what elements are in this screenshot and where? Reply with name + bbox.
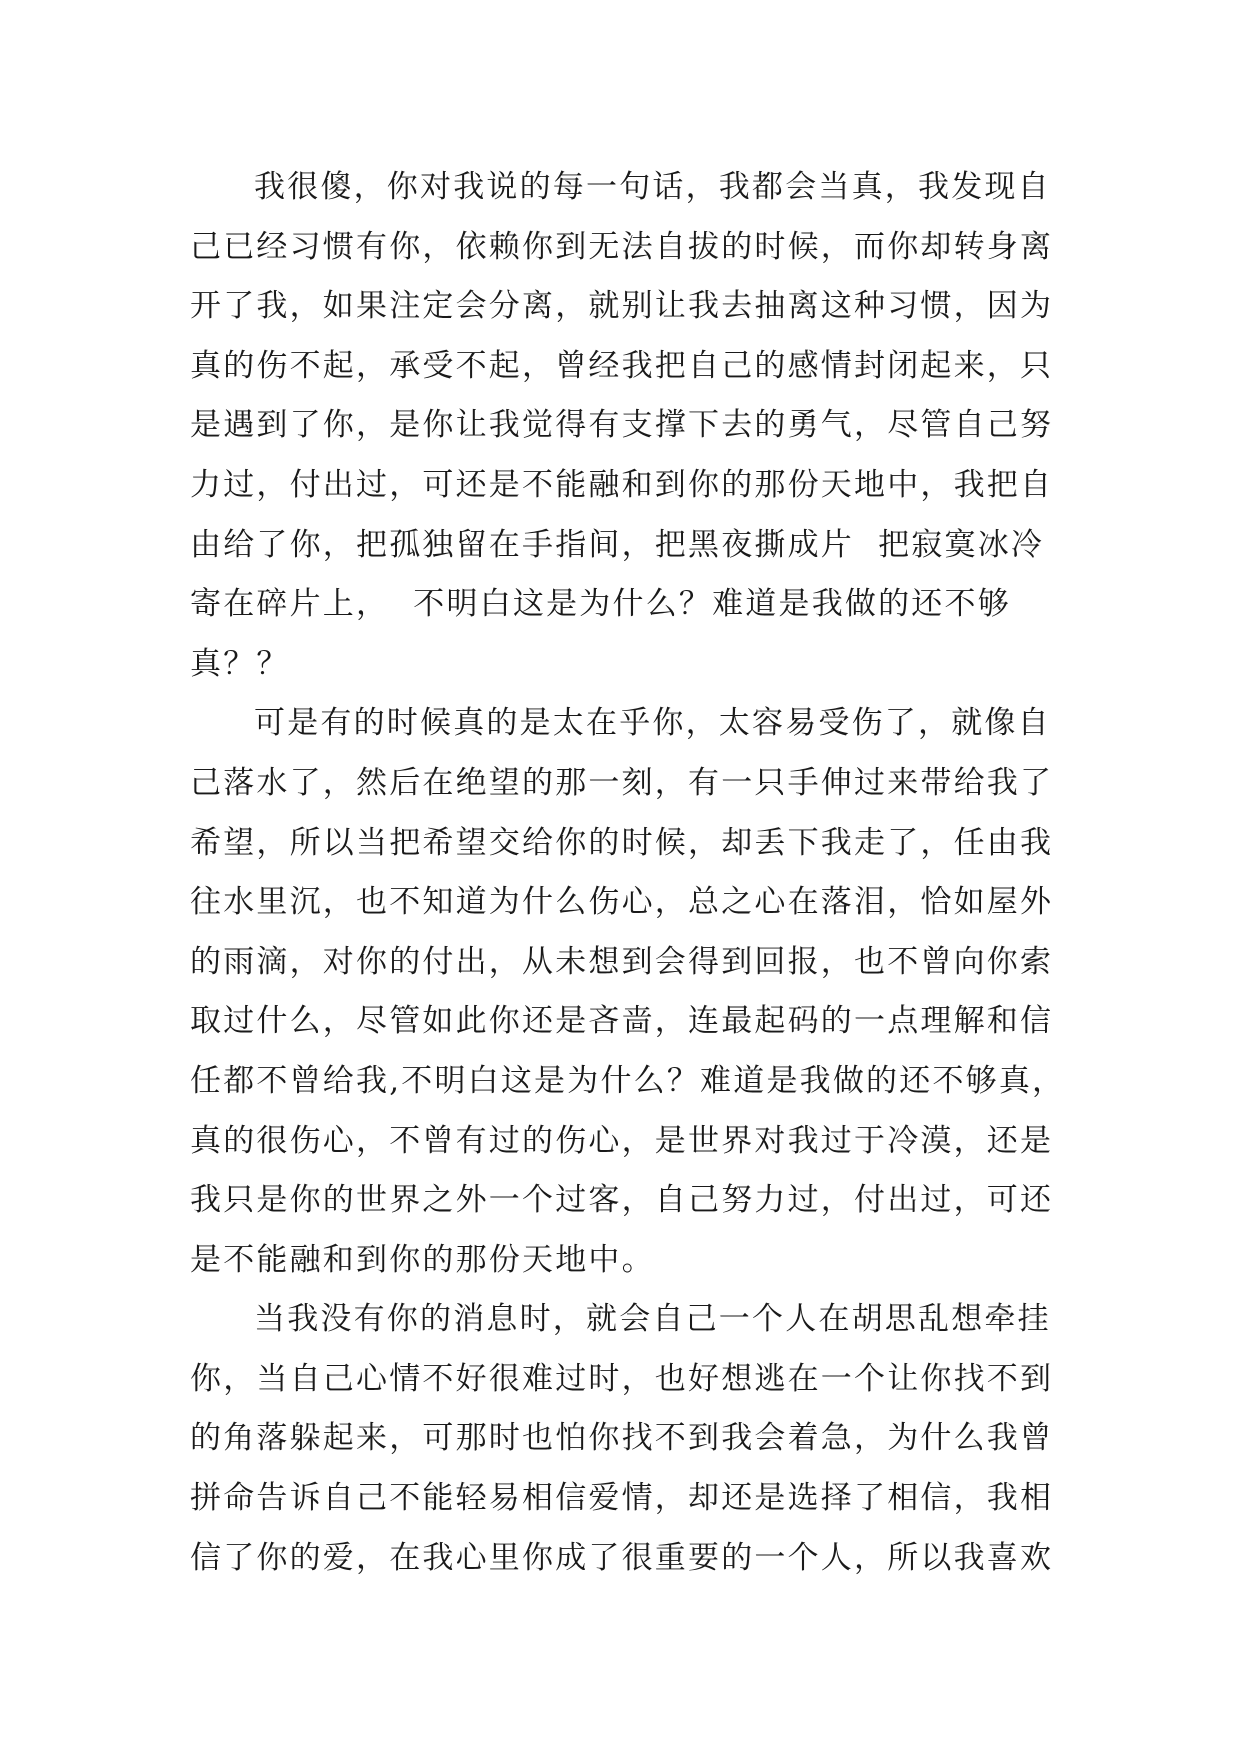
text-line: 希望，所以当把希望交给你的时候，却丢下我走了，任由我	[190, 824, 1054, 861]
text-line: 寄在碎片上， 不明白这是为什么？难道是我做的还不够	[190, 586, 1011, 623]
text-line: 的雨滴，对你的付出，从未想到会得到回报，也不曾向你索	[190, 943, 1054, 980]
text-line: 己落水了，然后在绝望的那一刻，有一只手伸过来带给我了	[190, 764, 1054, 801]
body-text	[190, 158, 1066, 1588]
text-line: 往水里沉，也不知道为什么伤心，总之心在落泪，恰如屋外	[190, 884, 1054, 921]
paragraph-3	[190, 1290, 1052, 1588]
text-line: 是不能融和到你的那份天地中。	[190, 1241, 655, 1278]
text-line: 我只是你的世界之外一个过客，自己努力过，付出过，可还	[190, 1182, 1054, 1219]
text-line: 任都不曾给我,不明白这是为什么？难道是我做的还不够真，	[190, 1062, 1066, 1099]
text-line: 开了我，如果注定会分离，就别让我去抽离这种习惯，因为	[190, 288, 1054, 325]
text-line: 力过，付出过，可还是不能融和到你的那份天地中，我把自	[190, 466, 1054, 503]
text-line: 是遇到了你，是你让我觉得有支撑下去的勇气，尽管自己努	[190, 407, 1054, 444]
text-line: 取过什么，尽管如此你还是吝啬，连最起码的一点理解和信	[190, 1003, 1054, 1040]
text-line: 真？？	[190, 645, 290, 682]
text-line: 的角落躲起来，可那时也怕你找不到我会着急，为什么我曾	[190, 1420, 1054, 1457]
text-line: 信了你的爱，在我心里你成了很重要的一个人，所以我喜欢	[190, 1539, 1054, 1576]
text-line: 由给了你，把孤独留在手指间，把黑夜撕成片 把寂寞冰冷	[190, 526, 1045, 563]
text-line: 己已经习惯有你，依赖你到无法自拔的时候，而你却转身离	[190, 228, 1054, 265]
text-line: 真的伤不起，承受不起，曾经我把自己的感情封闭起来，只	[190, 347, 1054, 384]
text-line: 拼命告诉自己不能轻易相信爱情，却还是选择了相信，我相	[190, 1480, 1054, 1517]
paragraph-2	[190, 694, 1066, 1290]
text-line: 可是有的时候真的是太在乎你，太容易受伤了，就像自	[254, 705, 1051, 742]
paragraph-1	[190, 158, 1052, 694]
text-line: 真的很伤心，不曾有过的伤心，是世界对我过于冷漠，还是	[190, 1122, 1054, 1159]
text-line: 你，当自己心情不好很难过时，也好想逃在一个让你找不到	[190, 1360, 1054, 1397]
text-line: 当我没有你的消息时，就会自己一个人在胡思乱想牵挂	[254, 1301, 1051, 1338]
text-line: 我很傻，你对我说的每一句话，我都会当真，我发现自	[254, 169, 1051, 205]
